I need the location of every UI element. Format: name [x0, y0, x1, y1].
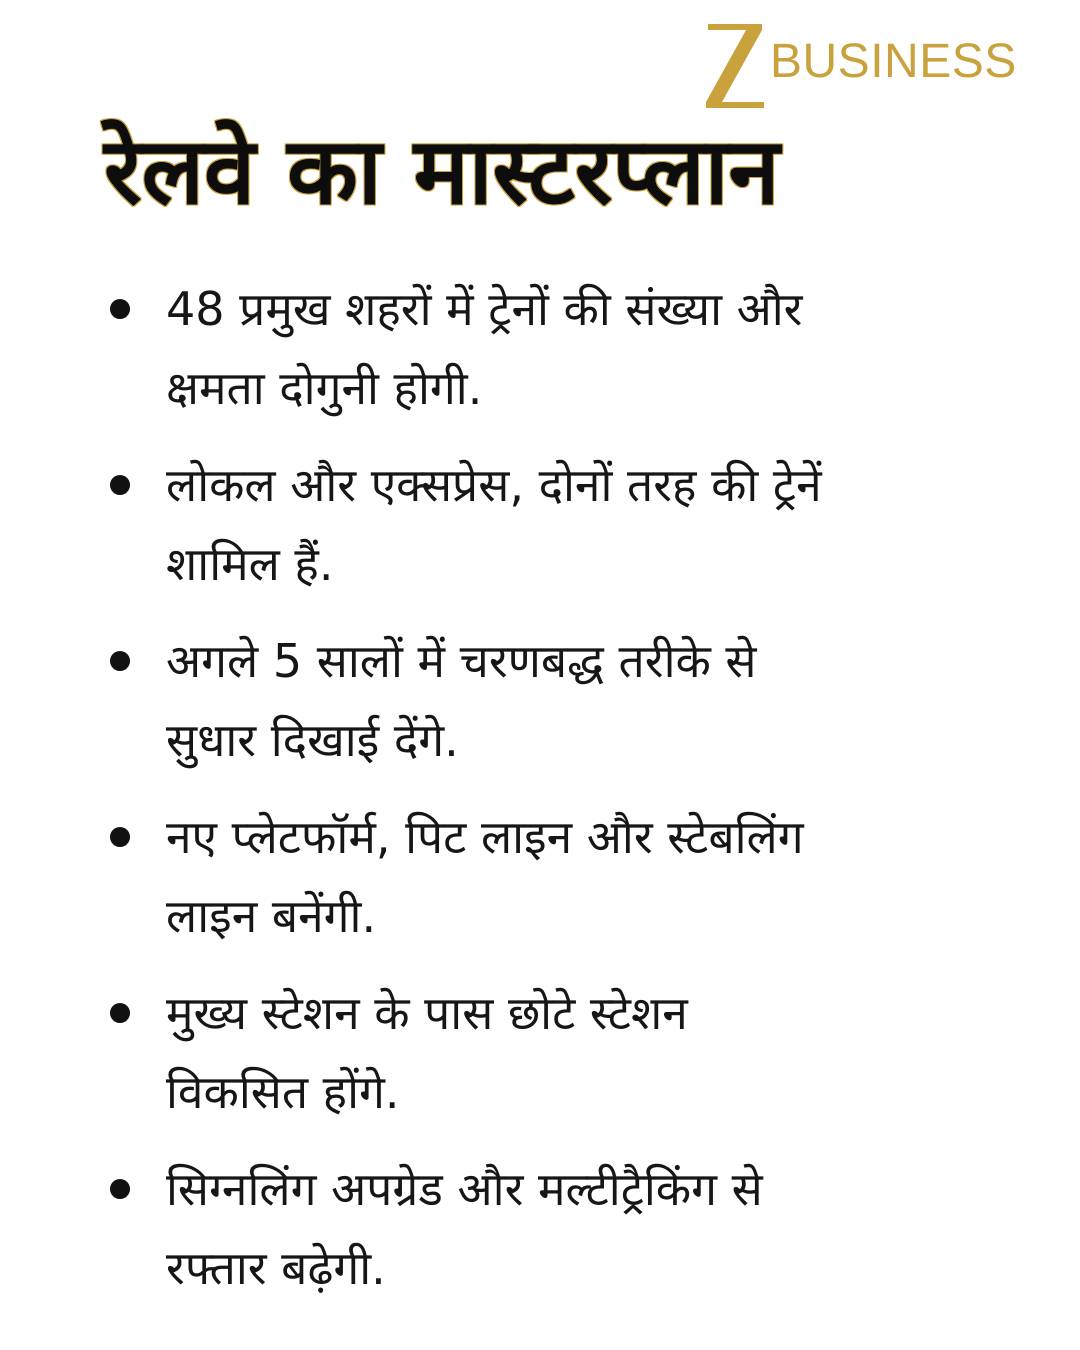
list-item [108, 446, 1058, 604]
list-item-line: लाइन बनेंगी. [166, 889, 377, 943]
list-item-line: सिग्नलिंग अपग्रेड और मल्टीट्रैकिंग से [166, 1162, 763, 1216]
list-item-line: लोकल और एक्सप्रेस, दोनों तरह की ट्रेनें [166, 458, 822, 512]
page-title: रेलवे का मास्टरप्लान [104, 118, 780, 225]
z-logo-icon [706, 18, 766, 110]
list-item-line: 48 प्रमुख शहरों में ट्रेनों की संख्या और [166, 282, 803, 336]
list-item [108, 974, 1058, 1132]
bullet-icon [110, 1003, 130, 1023]
bullet-list [108, 270, 1058, 1326]
zee-business-logo [706, 18, 1036, 110]
list-item [108, 270, 1058, 428]
list-item-line: मुख्य स्टेशन के पास छोटे स्टेशन [166, 986, 688, 1040]
list-item [108, 798, 1058, 956]
list-item-line: नए प्लेटफॉर्म, पिट लाइन और स्टेबलिंग [166, 810, 804, 864]
list-item-line: रफ्तार बढ़ेगी. [166, 1241, 386, 1295]
logo-wordmark: BUSINESS [770, 35, 1017, 88]
bullet-icon [110, 827, 130, 847]
list-item-line: शामिल हैं. [166, 537, 334, 591]
list-item-line: विकसित होंगे. [166, 1065, 400, 1119]
bullet-icon [110, 299, 130, 319]
list-item [108, 1150, 1058, 1308]
list-item-line: क्षमता दोगुनी होगी. [166, 361, 483, 415]
bullet-icon [110, 651, 130, 671]
bullet-icon [110, 475, 130, 495]
bullet-icon [110, 1179, 130, 1199]
list-item-line: अगले 5 सालों में चरणबद्ध तरीके से [166, 634, 757, 688]
list-item [108, 622, 1058, 780]
list-item-line: सुधार दिखाई देंगे. [166, 713, 459, 767]
